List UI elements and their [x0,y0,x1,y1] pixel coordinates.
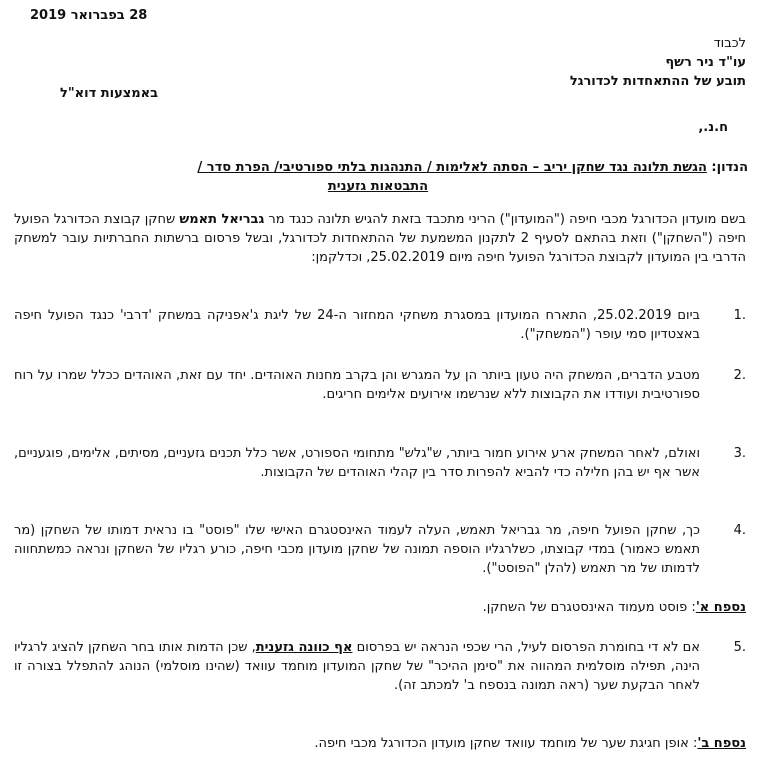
recipient-role: תובע של ההתאחדות לכדורגל [569,74,746,89]
subject-line [8,158,748,196]
item-number: .1 [733,308,746,323]
list-item [14,366,746,404]
appendix-a-text: : פוסט מעמוד האינסטגרם של השחקן. [482,600,696,615]
appendix-a-label: נספח א' [695,600,746,615]
recipient-name: עו"ד ניר רשף [665,55,746,70]
delivery-method: באמצעות דוא"ל [60,86,159,101]
item5-text-2: , שכן הדמות אותו בחר השחקן להציג לרגליו הינה, תפילה מוסלמית המהווה את "סימן ההיכר" של שחקן המועדון מוחמד עוואד (שהינו מוסלמי) הנוהג להתפלל בצורה זו לאחר הבקעת שער (ראה תמונה בנספח ב' למכתב זה). [14,640,700,693]
appendix-b-label: נספח ב' [697,736,746,751]
subject-text-1: הגשת תלונה נגד שחקן יריב – הסתה לאלימות / התנהגות בלתי ספורטיבי/ הפרת סדר / [197,160,707,175]
item-text: מטבע הדברים, המשחק היה טעון ביותר הן על המגרש והן בקרב מחנות האוהדים. יחד עם זאת, האוהדים ככלל שמרו על רוח ספורטיבית ועודדו את הקבוצות ללא שנרשמו אירועים אלימים חריגים. [14,368,700,402]
to-line: לכבוד [713,36,746,51]
item-number: .4 [733,523,746,538]
recipient-block [570,34,746,91]
item-number: .2 [733,368,746,383]
greeting: ח.נ., [698,120,728,135]
subject-prefix: הנדון: [711,160,748,175]
list-item [14,521,746,578]
item-text: ביום 25.02.2019, התארח המועדון במסגרת משחקי המחזור ה-24 של ליגת ג'אפניקה במשחק 'דרבי' כנגד הפועל חיפה באצטדיון סמי עופר ("המשחק"). [14,308,700,342]
item5-emphasis: אף כוונה גזענית [255,640,353,655]
item5-text-1: אם לא די בחומרת הפרסום לעיל, הרי שכפי הנראה יש בפרסום [356,640,700,655]
intro-name: גבריאל תאמש [179,212,265,227]
list-item [14,444,746,482]
item-text: כך, שחקן הפועל חיפה, מר גבריאל תאמש, העלה לעמוד האינסטגרם האישי שלו "פוסט" בו נראית דמותו של השחקן (מר תאמש כאמור) במדי קבוצתו, כשלרגליו הוספה תמונה של שחקן מועדון מכבי חיפה, כורע רגליו של השחקן ונראה כמשתחווה לדמותו של מר תאמש (להלן "הפוסט"). [14,523,700,576]
list-item [14,306,746,344]
item-number: .3 [733,446,746,461]
appendix-b-text: : אופן חגיגת שער של מוחמד עוואד שחקן מועדון הכדורגל מכבי חיפה. [314,736,698,751]
appendix-a [483,598,746,617]
subject-text-2: התבטאות גזענית [327,179,429,194]
intro-text-1: בשם מועדון הכדורגל מכבי חיפה ("המועדון") הריני מתכבד בזאת להגיש תלונה כנגד מר [268,212,746,227]
intro-text-2: שחקן קבוצת הכדורגל הפועל חיפה ("השחקן") וזאת בהתאם לסעיף 2 לתקנון המשמעת של ההתאחדות לכדורגל, ובשל פרסום ברשתות החברתיות עובר למשחק הדרבי בין המועדון לקבוצת הכדורגל הפועל חיפה מיום 25.02.2019, וכדלקמן: [14,212,746,265]
appendix-b [314,734,746,753]
item-number: .5 [733,640,746,655]
list-item [14,638,746,695]
letter-date: 28 בפברואר 2019 [30,8,148,23]
intro-paragraph [14,210,746,267]
item-text [14,638,700,695]
item-text: ואולם, לאחר המשחק ארע אירוע חמור ביותר, ש"גלש" מתחומי הספורט, אשר כלל תכנים גזעניים, מסיתים, אלימים, פוגעניים, אשר אף יש בהן חלילה כדי להביא להפרות סדר בין קהלי האוהדים של הקבוצות. [14,446,700,480]
